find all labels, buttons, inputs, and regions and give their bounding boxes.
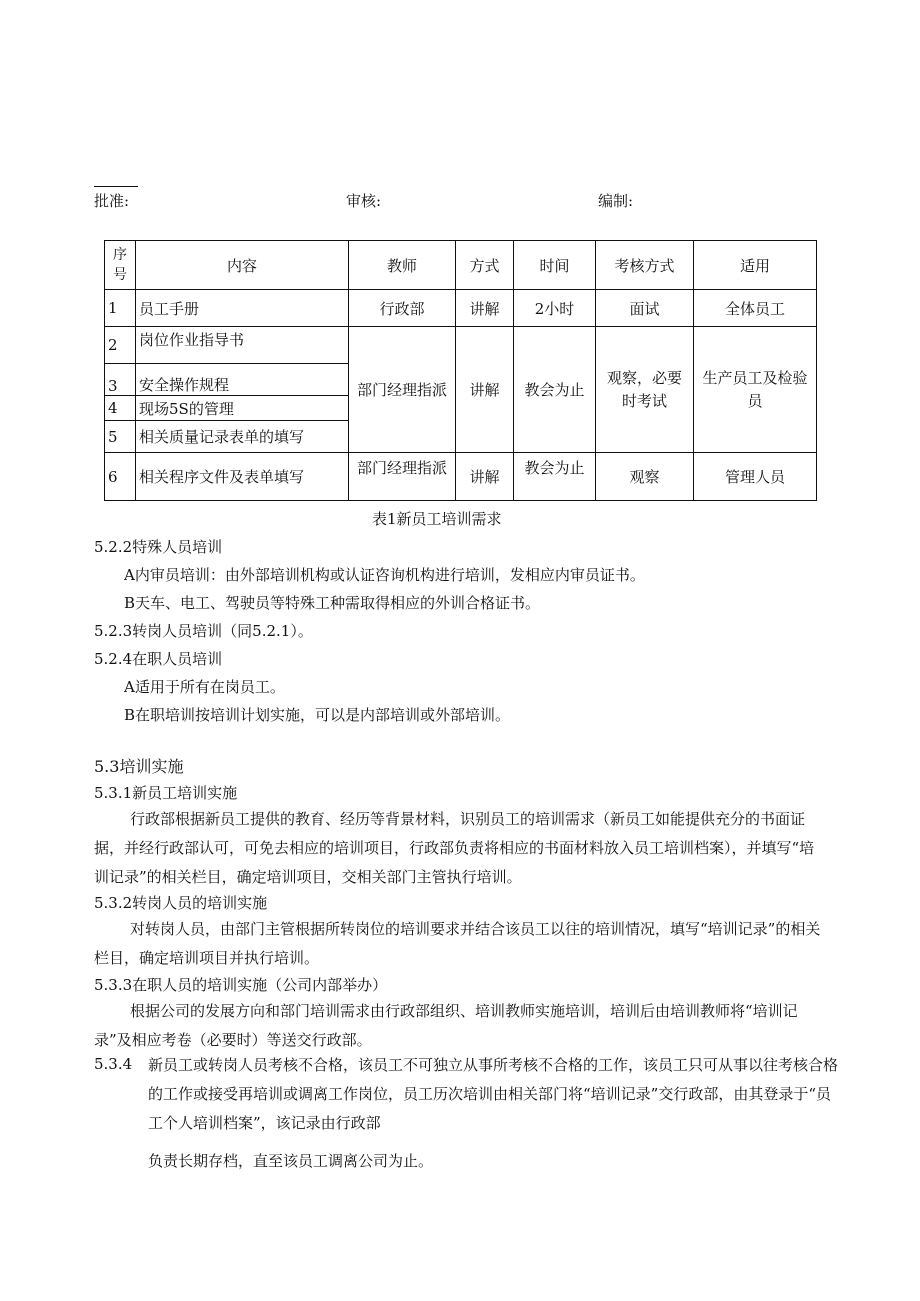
paragraph-5-3-1: 行政部根据新员工提供的教育、经历等背景材料，识别员工的培训需求（新员工如能提供充分的书面证据，并经行政部认可，可免去相应的培训项目，行政部负责将相应的书面材料放入员工培训档案），并填写“培训记录”的相关栏目，确定培训项目，交相关部门主管执行培训。 bbox=[94, 810, 815, 886]
paragraph-5-3-3: 根据公司的发展方向和部门培训需求由行政部组织、培训教师实施培训，培训后由培训教师将“培训记录”及相应考卷（必要时）等送交行政部。 bbox=[94, 1002, 798, 1049]
header-cell: 教师 bbox=[349, 241, 456, 290]
row-number: 5 bbox=[105, 421, 136, 453]
paragraph-5-3-4-cont: 负责长期存档，直至该员工调离公司为止。 bbox=[148, 1152, 434, 1170]
heading-5-3-4-number: 5.3.4 bbox=[94, 1055, 133, 1073]
row-content: 岗位作业指导书 bbox=[136, 327, 349, 364]
row-teacher: 行政部 bbox=[349, 290, 456, 327]
table-header-row bbox=[105, 241, 817, 290]
row-number: 1 bbox=[105, 290, 136, 327]
row-number: 4 bbox=[105, 396, 136, 421]
row-teacher: 部门经理指派 bbox=[349, 453, 456, 501]
heading-5-2-2: 5.2.2特殊人员培训 bbox=[94, 538, 223, 556]
compile-label: 编制: bbox=[598, 192, 634, 210]
item-5-2-4-a: A适用于所有在岗员工。 bbox=[124, 678, 285, 696]
heading-5-3: 5.3培训实施 bbox=[94, 757, 184, 776]
row-assess: 观察 bbox=[596, 453, 694, 501]
signature-rule bbox=[94, 186, 138, 187]
row-number: 3 bbox=[105, 364, 136, 396]
table-row bbox=[105, 327, 817, 364]
heading-5-2-4: 5.2.4在职人员培训 bbox=[94, 650, 223, 668]
item-5-2-2-a: A内审员培训：由外部培训机构或认证咨询机构进行培训，发相应内审员证书。 bbox=[124, 566, 645, 584]
paragraph-5-3-2: 对转岗人员，由部门主管根据所转岗位的培训要求并结合该员工以往的培训情况，填写“培训记录”的相关栏目，确定培训项目并执行培训。 bbox=[94, 920, 821, 967]
row-number: 2 bbox=[105, 327, 136, 364]
merged-apply: 生产员工及检验员 bbox=[694, 327, 817, 453]
merged-teacher: 部门经理指派 bbox=[349, 327, 456, 453]
header-cell: 适用 bbox=[694, 241, 817, 290]
approve-label: 批准: bbox=[94, 192, 130, 210]
table-row bbox=[105, 453, 817, 501]
row-number: 6 bbox=[105, 453, 136, 501]
heading-5-3-3: 5.3.3在职人员的培训实施（公司内部举办） bbox=[94, 976, 388, 994]
row-method: 讲解 bbox=[456, 453, 514, 501]
row-content: 相关程序文件及表单填写 bbox=[136, 453, 349, 501]
row-assess: 面试 bbox=[596, 290, 694, 327]
header-cell: 内容 bbox=[136, 241, 349, 290]
row-apply: 全体员工 bbox=[694, 290, 817, 327]
header-cell: 方式 bbox=[456, 241, 514, 290]
review-label: 审核: bbox=[346, 192, 382, 210]
row-content: 现场5S的管理 bbox=[136, 396, 349, 421]
row-method: 讲解 bbox=[456, 290, 514, 327]
row-content: 员工手册 bbox=[136, 290, 349, 327]
heading-5-2-3: 5.2.3转岗人员培训（同5.2.1）。 bbox=[94, 622, 313, 640]
heading-5-3-2: 5.3.2转岗人员的培训实施 bbox=[94, 894, 268, 912]
merged-time: 教会为止 bbox=[514, 327, 596, 453]
merged-method: 讲解 bbox=[456, 327, 514, 453]
table-caption: 表1新员工培训需求 bbox=[372, 510, 502, 528]
header-cell: 考核方式 bbox=[596, 241, 694, 290]
header-cell: 时间 bbox=[514, 241, 596, 290]
heading-5-3-1: 5.3.1新员工培训实施 bbox=[94, 784, 238, 802]
item-5-2-4-b: B在职培训按培训计划实施，可以是内部培训或外部培训。 bbox=[124, 706, 511, 724]
row-content: 相关质量记录表单的填写 bbox=[136, 421, 349, 453]
row-content: 安全操作规程 bbox=[136, 364, 349, 396]
header-cell: 序号 bbox=[105, 241, 136, 290]
row-time: 教会为止 bbox=[514, 453, 596, 501]
training-requirements-table bbox=[104, 240, 817, 501]
row-time: 2小时 bbox=[514, 290, 596, 327]
merged-assess: 观察，必要时考试 bbox=[596, 327, 694, 453]
table-row bbox=[105, 290, 817, 327]
paragraph-5-3-4: 新员工或转岗人员考核不合格，该员工不可独立从事所考核不合格的工作，该员工只可从事以往考核合格的工作或接受再培训或调离工作岗位，员工历次培训由相关部门将“培训记录”交行政部，由其登录于“员工个人培训档案”，该记录由行政部 bbox=[148, 1056, 839, 1132]
item-5-2-2-b: B天车、电工、驾驶员等特殊工种需取得相应的外训合格证书。 bbox=[124, 594, 541, 612]
row-apply: 管理人员 bbox=[694, 453, 817, 501]
